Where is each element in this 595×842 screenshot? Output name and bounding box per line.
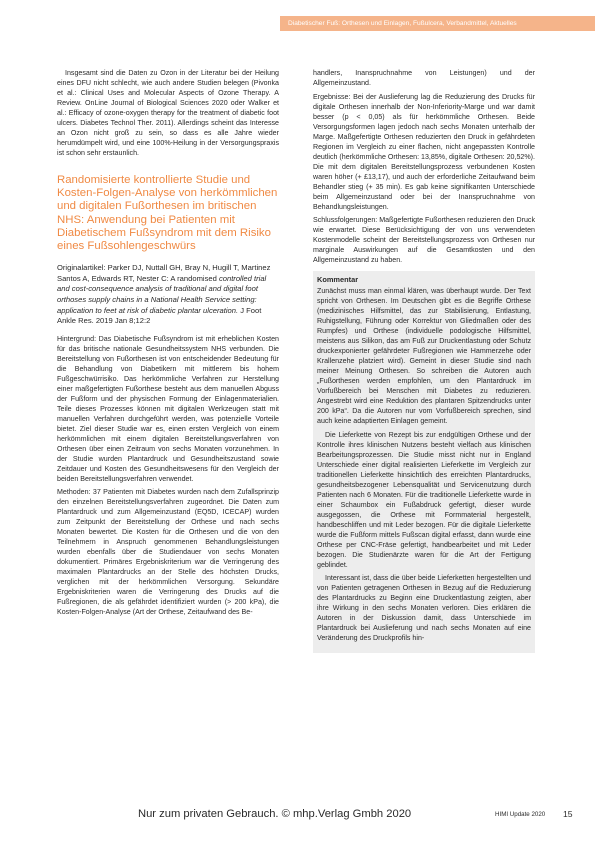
left-column: [57, 68, 279, 621]
comment-paragraph-3: Interessant ist, dass die über beide Lieferketten hergestellten und von Patienten getragenen Orthesen in Bezug auf die Reduzierung des Plantardrucks zu Beginn eine Druckentlastung zeigten, aber ihre Wirkung in den sechs Monaten verloren. Dies erklären die Autoren in der Diskussion damit, dass Unterschiede im Plantardruck bei Auslieferung und nach sechs Monaten auf eine Veränderung des Druckprofils hin-: [317, 574, 531, 642]
article-headline: Randomisierte kontrollierte Studie und Kosten-Folgen-Analyse von herkömmlichen und digitalen Fußorthesen im britischen NHS: Anwendung bei Patienten mit Diabetischem Fußsyndrom mit dem Risiko eines Fußsohlengeschwürs: [57, 174, 278, 253]
page-number: 15: [563, 809, 573, 819]
reference-journal: J Foot Ankle Res. 2019 Jan 8;12:2: [57, 305, 262, 326]
methods-continuation: handlers, Inanspruchnahme von Leistungen) und der Allgemeinzustand.: [313, 69, 535, 87]
conclusion-paragraph: Schlussfolgerungen: Maßgefertigte Fußorthesen reduzieren den Druck wie erwartet. Diese Berücksichtigung der von uns verwendeten Kostenmodelle scheint der Bereitstellungsprozess von Orthesen nur marginale Auswirkungen auf die Gesamtkosten und den Allgemeinzustand zu haben.: [313, 216, 535, 264]
magazine-name: HIMI Update 2020: [495, 811, 546, 818]
section-header-text: Diabetischer Fuß: Orthesen und Einlagen, Fußulcera, Verbandmittel, Aktuelles: [288, 20, 517, 27]
copyright-notice: Nur zum privaten Gebrauch. © mhp.Verlag Gmbh 2020: [138, 808, 412, 820]
comment-title: Kommentar: [317, 275, 359, 284]
background-paragraph: Hintergrund: Das Diabetische Fußsyndrom ist mit erheblichen Kosten für das britische nationale Gesundheitssystem NHS verbunden. Die Bereitstellung von Fußorthesen ist von entscheidender Bedeutung für die Behandlung von Diabetikern mit mittlerem bis hohem Fußgeschwürrisiko. Das herkömmliche Verfahren zur Herstellung einer maßgefertigten Fußorthese besteht aus dem manuellen Abguss der Fußform und der physischen Formung der Einlagenmaterialien. Teile dieses Prozesses können mit digitalen Werkzeugen statt mit manuellen Verfahren durchgeführt werden, was potenzielle Vorteile bietet. Ziel dieser Studie war es, einen ersten Vergleich von einem herkömmlichen mit einem digitalen Bereitstellungsverfahren von Orthesen über einen Zeitraum von sechs Monaten vorzunehmen. In der Studie wurden Plantardruck und Gesundheitszustand sowie Zeitdauer und Kosten des Gesundheitswesens für den Vergleich der beiden Bereitstellungsverfahren verwendet.: [57, 334, 279, 483]
methods-paragraph: Methoden: 37 Patienten mit Diabetes wurden nach dem Zufallsprinzip den einzelnen Bereitstellungsverfahren zugeordnet. Die Daten zum Plantardruck und zum Allgemeinzustand (EQ5D, ICECAP) wurden zum Zeitpunkt der Bereitstellung der Orthese und nach sechs Monaten bewertet. Die Kosten für die Orthesen und die von den Teilnehmern in Anspruch genommenen Behandlungsleistungen wurden ebenfalls über die Studiendauer von sechs Monaten dokumentiert. Primäres Ergebniskriterium war die Verringerung des maximalen Plantardrucks an der Stelle des höchsten Drucks, verglichen mit der herkömmlichen Versorgung. Sekundäre Ergebniskriterien waren die Verringerung des Drucks auf die Fußregionen, die als gefährdet identifiziert wurden (> 200 kPa), die Kosten-Folgen-Analyse (Art der Orthese, Zeitaufwand des Be-: [57, 488, 279, 617]
article-reference: [57, 263, 279, 327]
comment-paragraph-2: Die Lieferkette von Rezept bis zur endgültigen Orthese und der Kontrolle ihres klinischen Nutzens besteht vielfach aus klinischen Bearbeitungsprozessen. Die Studie misst nicht nur in England Unterschiede einer digital realisierten Lieferkette im Vergleich zur traditionellen Lieferkette hinsichtlich des erreichten Plantardrucks, gesundheitsbezogener Lebensqualität und Servicenutzung durch Patienten nach 6 Monaten. Für die traditionelle Lieferkette wurde in einer Schaumbox ein Fußabdruck gefertigt, dieser wurde ausgegossen, die Orthese mit Formmaterial hergestellt, handbeschliffen und mit Leder bezogen. Für die digitale Lieferkette wurde die Fußform mittels Fußscan digital erfasst, dann wurde eine Orthese per CNC-Fräse gefertigt, handbearbeitet und mit Leder bezogen. Die Studienärzte waren für die Art der Fertigung geblindet.: [317, 430, 531, 569]
right-column: [313, 68, 535, 653]
comment-paragraph-1: Zunächst muss man einmal klären, was überhaupt wurde. Der Text spricht von Orthesen. Im Deutschen gibt es die Begriffe Orthese (medizinisches Hilfsmittel, das zur Stabilisierung, Entlastung, Ruhigstellung, Führung oder Korrektur von Gliedmaßen oder des Rumpfes) und Orthese (individuelle podologische Hilfsmittel, meistens aus Silikon, das am Fuß zur Druckentlastung oder Schutz druckexponierter gefährdeter Fußregionen wie Hammerzehe oder Krallenzehe platziert wird). Gemeint in dieser Studie sind nach meiner Meinung Orthesen. So schreiben die Autoren auch „Fußorthesen werden empfohlen, um den Plantardruck im Vorfußbereich bei Menschen mit Diabetes zu reduzieren. Angestrebt wird eine Reduktion des plantaren Spitzendrucks unter 200 kPa“. Da die Autoren nur vom Vorfußbereich sprechen, sind auch keine adaptierten Einlagen gemeint.: [317, 287, 531, 425]
comment-box: [313, 271, 535, 653]
section-header-bar: [280, 16, 595, 31]
results-paragraph: Ergebnisse: Bei der Auslieferung lag die Reduzierung des Drucks für digitale Orthesen innerhalb der Non-Inferiority-Marge und war damit besser (p < 0,05) als für herkömmliche Orthesen. Beide Versorgungsformen lagen jedoch nach sechs Monaten unterhalb der Marge. Maßgefertigte Orthesen reduzierten den Druck in gefährdeten Regionen im Vergleich zu einer flachen, nicht angepassten Kontrolle deutlich (herkömmliche Orthesen: 13,85%, digitale Orthesen: 20,52%). Die mit dem digitalen Bereitstellungsprozess verbundenen Kosten waren höher (+ £13,17), und auch der erforderliche Zeitaufwand beim Behandler stieg (+ 35 min). Es gab keine signifikanten Unterschiede beim Allgemeinzustand oder bei der Inanspruchnahme von Behandlungsleistungen.: [313, 92, 535, 211]
reference-title: controlled trial and cost-consequence analysis of traditional and digital foot orthoses supply chains in a National Health Service setting: application to feet at risk of diabetic plantar ulceration.: [57, 273, 267, 315]
intro-paragraph: Insgesamt sind die Daten zu Ozon in der Literatur bei der Heilung eines DFU nicht schlecht, wie auch andere Studien belegen (Pivonka et al.: Clinical Uses and Molecular Aspects of Ozone Therapy. A Review. OnLine Journal of Biological Sciences 2020 oder Walker et al.: Efficacy of ozone-oxygen therapy for the treatment of diabetic foot ulcers. Diabetes Technol Ther. 2011). Allerdings scheint das Interesse an Ozon nicht groß zu sein, so dass es alle Jahre wieder herumdümpelt wird, und eine 100%-Heilung in der Versorgungspraxis ist schon sehr erstaunlich.: [57, 69, 279, 157]
reference-authors: Originalartikel: Parker DJ, Nuttall GH, Bray N, Hugill T, Martinez Santos A, Edwards RT, Nester C: A randomised: [57, 263, 271, 283]
